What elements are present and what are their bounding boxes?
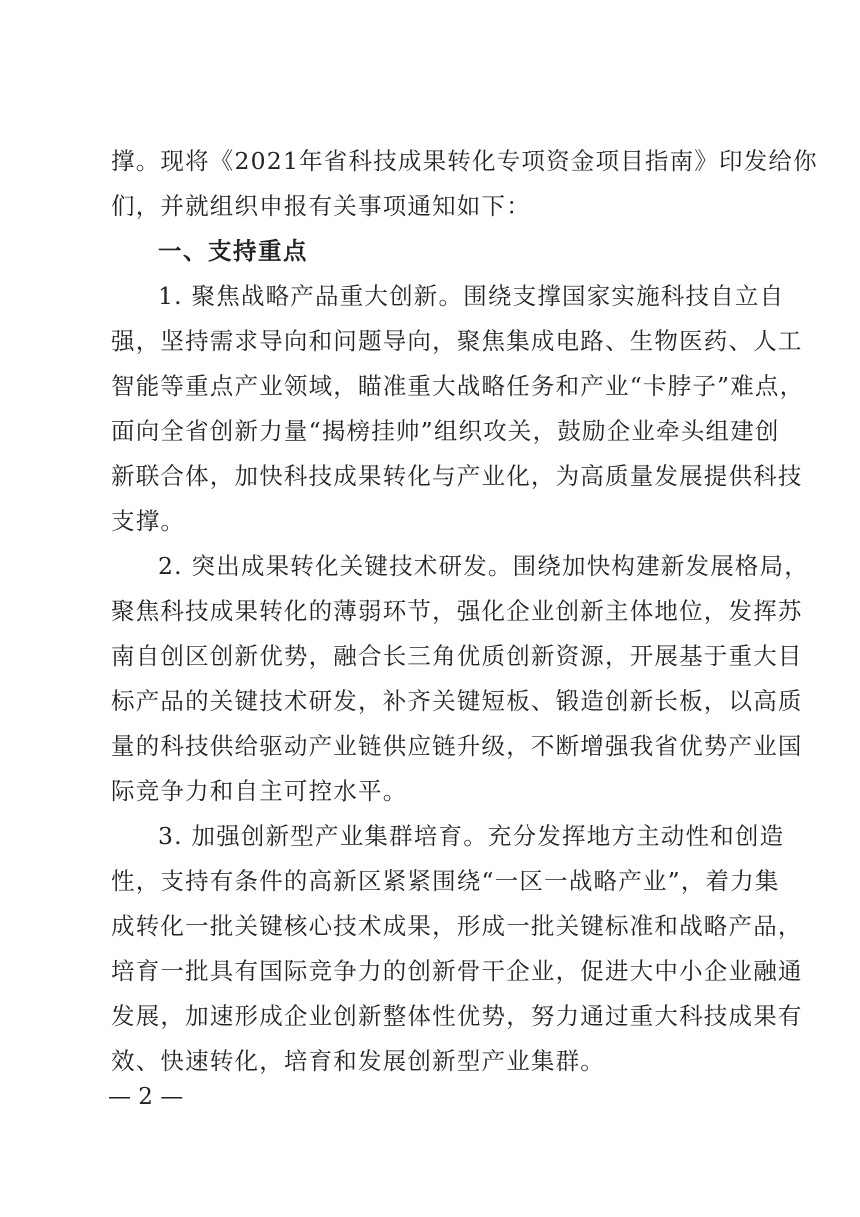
item-2-text: 围绕加快构建新发展格局， <box>512 552 810 580</box>
item-3-text: 充分发挥地方主动性和创造 <box>487 822 785 850</box>
item-3-line-6: 效、快速转化，培育和发展创新型产业集群。 <box>111 1047 605 1075</box>
item-1-line-6: 支撑。 <box>111 507 186 535</box>
item-2-line-1 <box>111 544 810 589</box>
item-3-line-5: 发展，加速形成企业创新整体性优势，努力通过重大科技成果有 <box>111 1002 803 1030</box>
item-3-line-1 <box>111 814 785 859</box>
document-body <box>111 139 818 1084</box>
item-3-line-3: 成转化一批关键核心技术成果，形成一批关键标准和战略产品， <box>111 912 803 940</box>
item-2-line-5: 量的科技供给驱动产业链供应链升级，不断增强我省优势产业国 <box>111 732 803 760</box>
intro-line-1: 撑。现将《2021年省科技成果转化专项资金项目指南》印发给你 <box>111 147 818 175</box>
item-2-line-4: 标产品的关键技术研发，补齐关键短板、锻造创新长板，以高质 <box>111 687 803 715</box>
item-2-line-3: 南自创区创新优势，融合长三角优质创新资源，开展基于重大目 <box>111 642 803 670</box>
item-1-line-3: 智能等重点产业领域，瞄准重大战略任务和产业“卡脖子”难点， <box>111 372 805 400</box>
item-2-line-2: 聚焦科技成果转化的薄弱环节，强化企业创新主体地位，发挥苏 <box>111 597 803 625</box>
item-1-line-4: 面向全省创新力量“揭榜挂帅”组织攻关，鼓励企业牵头组建创 <box>111 417 780 445</box>
item-3-line-2: 性，支持有条件的高新区紧紧围绕“一区一战略产业”，着力集 <box>111 867 780 895</box>
item-1-title: 聚焦战略产品重大创新。 <box>191 282 464 310</box>
intro-line-2: 们，并就组织申报有关事项通知如下： <box>111 192 531 220</box>
item-2-line-6: 际竞争力和自主可控水平。 <box>111 777 408 805</box>
item-1-text: 围绕支撑国家实施科技自立自 <box>463 282 785 310</box>
item-3-line-4: 培育一批具有国际竞争力的创新骨干企业，促进大中小企业融通 <box>111 957 803 985</box>
item-1-number: 1. <box>158 282 192 310</box>
item-1-line-2: 强，坚持需求导向和问题导向，聚焦集成电路、生物医药、人工 <box>111 327 803 355</box>
item-3-number: 3. <box>158 822 192 850</box>
item-1-line-1 <box>111 274 785 319</box>
item-1-line-5: 新联合体，加快科技成果转化与产业化，为高质量发展提供科技 <box>111 462 803 490</box>
section-heading-support-priorities: 一、支持重点 <box>158 237 308 265</box>
item-3-title: 加强创新型产业集群培育。 <box>191 822 488 850</box>
item-2-number: 2. <box>158 552 192 580</box>
page-number: — 2 — <box>108 1084 184 1110</box>
item-2-title: 突出成果转化关键技术研发。 <box>191 552 513 580</box>
